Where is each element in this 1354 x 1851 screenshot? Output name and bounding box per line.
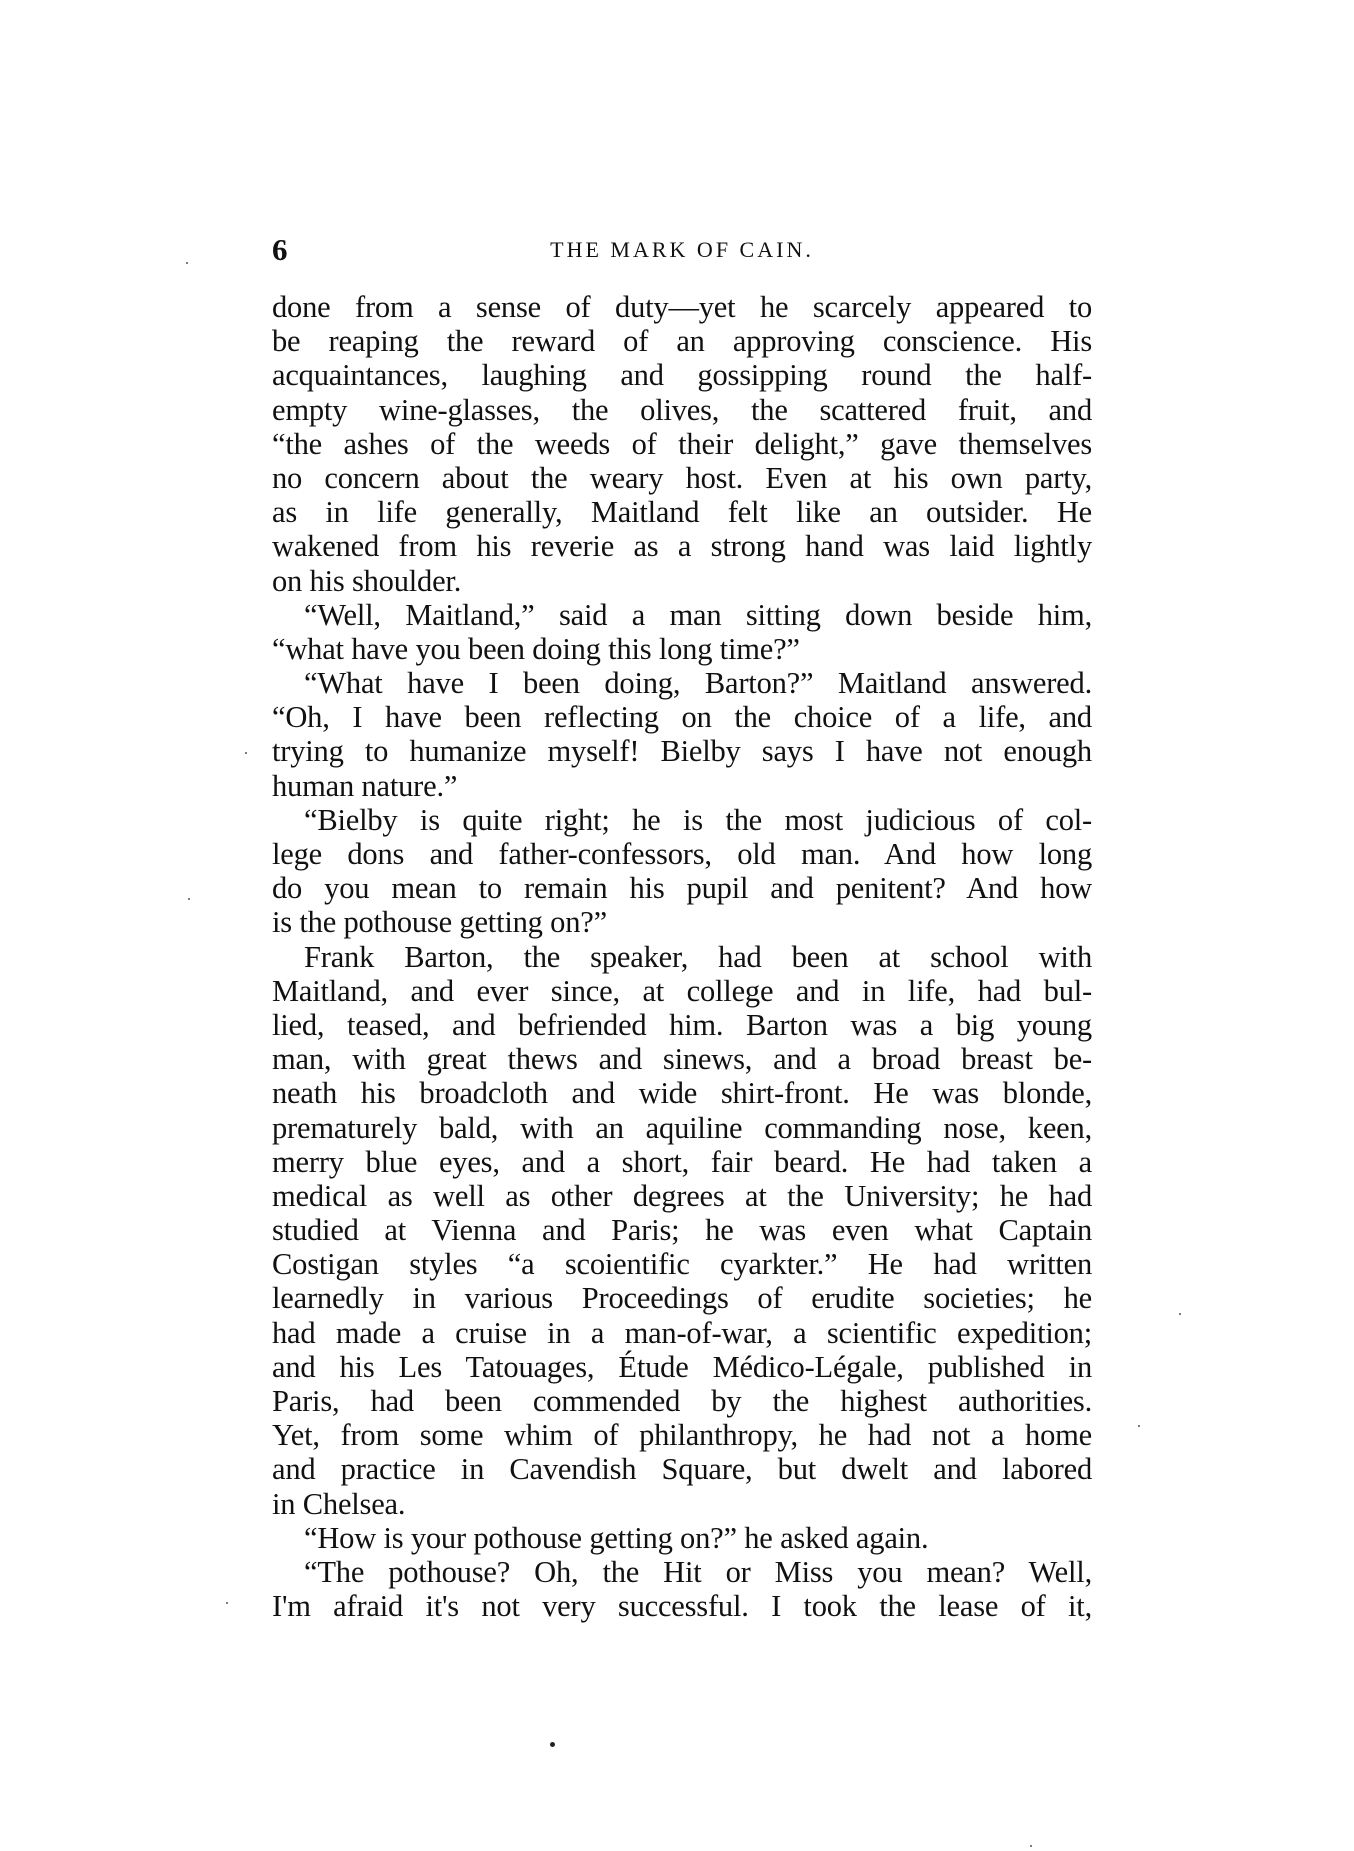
- body-text: [272, 290, 1092, 1623]
- text-line: I'm afraid it's not very successful. I took the lease of it,: [272, 1589, 1092, 1624]
- text-line: “the ashes of the weeds of their delight,” gave themselves: [272, 426, 1092, 461]
- scan-speck: [1138, 1425, 1140, 1427]
- text-line: wakened from his reverie as a strong hand was laid lightly: [272, 529, 1092, 564]
- text-line: on his shoulder.: [272, 563, 462, 598]
- text-line: “How is your pothouse getting on?” he asked again.: [304, 1520, 929, 1555]
- text-line: learnedly in various Proceedings of erudite societies; he: [272, 1281, 1092, 1316]
- text-line: Paris, had been commended by the highest authorities.: [272, 1384, 1092, 1418]
- text-line: is the pothouse getting on?”: [272, 905, 607, 940]
- running-title: THE MARK OF CAIN.: [550, 237, 814, 262]
- text-line: “Bielby is quite right; he is the most judicious of col-: [304, 802, 1092, 837]
- text-line: “what have you been doing this long time?”: [272, 631, 800, 666]
- text-line: lege dons and father-confessors, old man. And how long: [272, 837, 1092, 871]
- text-line: no concern about the weary host. Even at his own party,: [272, 460, 1092, 495]
- scan-speck: [186, 262, 188, 264]
- text-line: man, with great thews and sinews, and a broad breast be-: [272, 1042, 1092, 1077]
- text-line: “The pothouse? Oh, the Hit or Miss you mean? Well,: [304, 1554, 1092, 1589]
- text-line: merry blue eyes, and a short, fair beard. He had taken a: [272, 1144, 1092, 1179]
- text-line: acquaintances, laughing and gossipping round the half-: [272, 358, 1092, 393]
- text-line: medical as well as other degrees at the University; he had: [272, 1178, 1092, 1213]
- text-line: Maitland, and ever since, at college and in life, had bul-: [272, 973, 1092, 1008]
- text-line: in Chelsea.: [272, 1486, 406, 1521]
- printer-mark: [550, 1742, 555, 1747]
- text-line: as in life generally, Maitland felt like an outsider. He: [272, 495, 1092, 530]
- text-line: studied at Vienna and Paris; he was even what Captain: [272, 1213, 1092, 1248]
- scan-speck: [226, 1602, 228, 1604]
- scan-speck: [245, 752, 247, 754]
- text-line: neath his broadcloth and wide shirt-front. He was blonde,: [272, 1076, 1092, 1111]
- scan-speck: [1030, 1845, 1032, 1847]
- scan-speck: [188, 898, 190, 900]
- text-line: do you mean to remain his pupil and penitent? And how: [272, 871, 1092, 906]
- text-line: prematurely bald, with an aquiline commanding nose, keen,: [272, 1110, 1092, 1145]
- text-line: done from a sense of duty—yet he scarcely appeared to: [272, 290, 1092, 324]
- text-line: “What have I been doing, Barton?” Maitland answered.: [304, 666, 1092, 701]
- text-line: trying to humanize myself! Bielby says I have not enough: [272, 734, 1092, 769]
- text-line: “Oh, I have been reflecting on the choice of a life, and: [272, 700, 1092, 735]
- text-line: lied, teased, and befriended him. Barton was a big young: [272, 1007, 1092, 1042]
- scan-speck: [1179, 1313, 1181, 1315]
- page-header: [272, 230, 1092, 270]
- text-line: and practice in Cavendish Square, but dwelt and labored: [272, 1452, 1092, 1487]
- text-line: and his Les Tatouages, Étude Médico-Légale, published in: [272, 1349, 1092, 1384]
- text-line: be reaping the reward of an approving conscience. His: [272, 324, 1092, 359]
- text-line: Yet, from some whim of philanthropy, he had not a home: [272, 1418, 1092, 1453]
- text-line: had made a cruise in a man-of-war, a scientific expedition;: [272, 1315, 1092, 1350]
- page-number: 6: [272, 232, 288, 267]
- text-line: empty wine-glasses, the olives, the scattered fruit, and: [272, 392, 1092, 427]
- text-line: Costigan styles “a scoientific cyarkter.” He had written: [272, 1247, 1092, 1282]
- text-line: “Well, Maitland,” said a man sitting down beside him,: [304, 597, 1092, 632]
- text-line: Frank Barton, the speaker, had been at school with: [304, 939, 1092, 974]
- text-line: human nature.”: [272, 768, 458, 803]
